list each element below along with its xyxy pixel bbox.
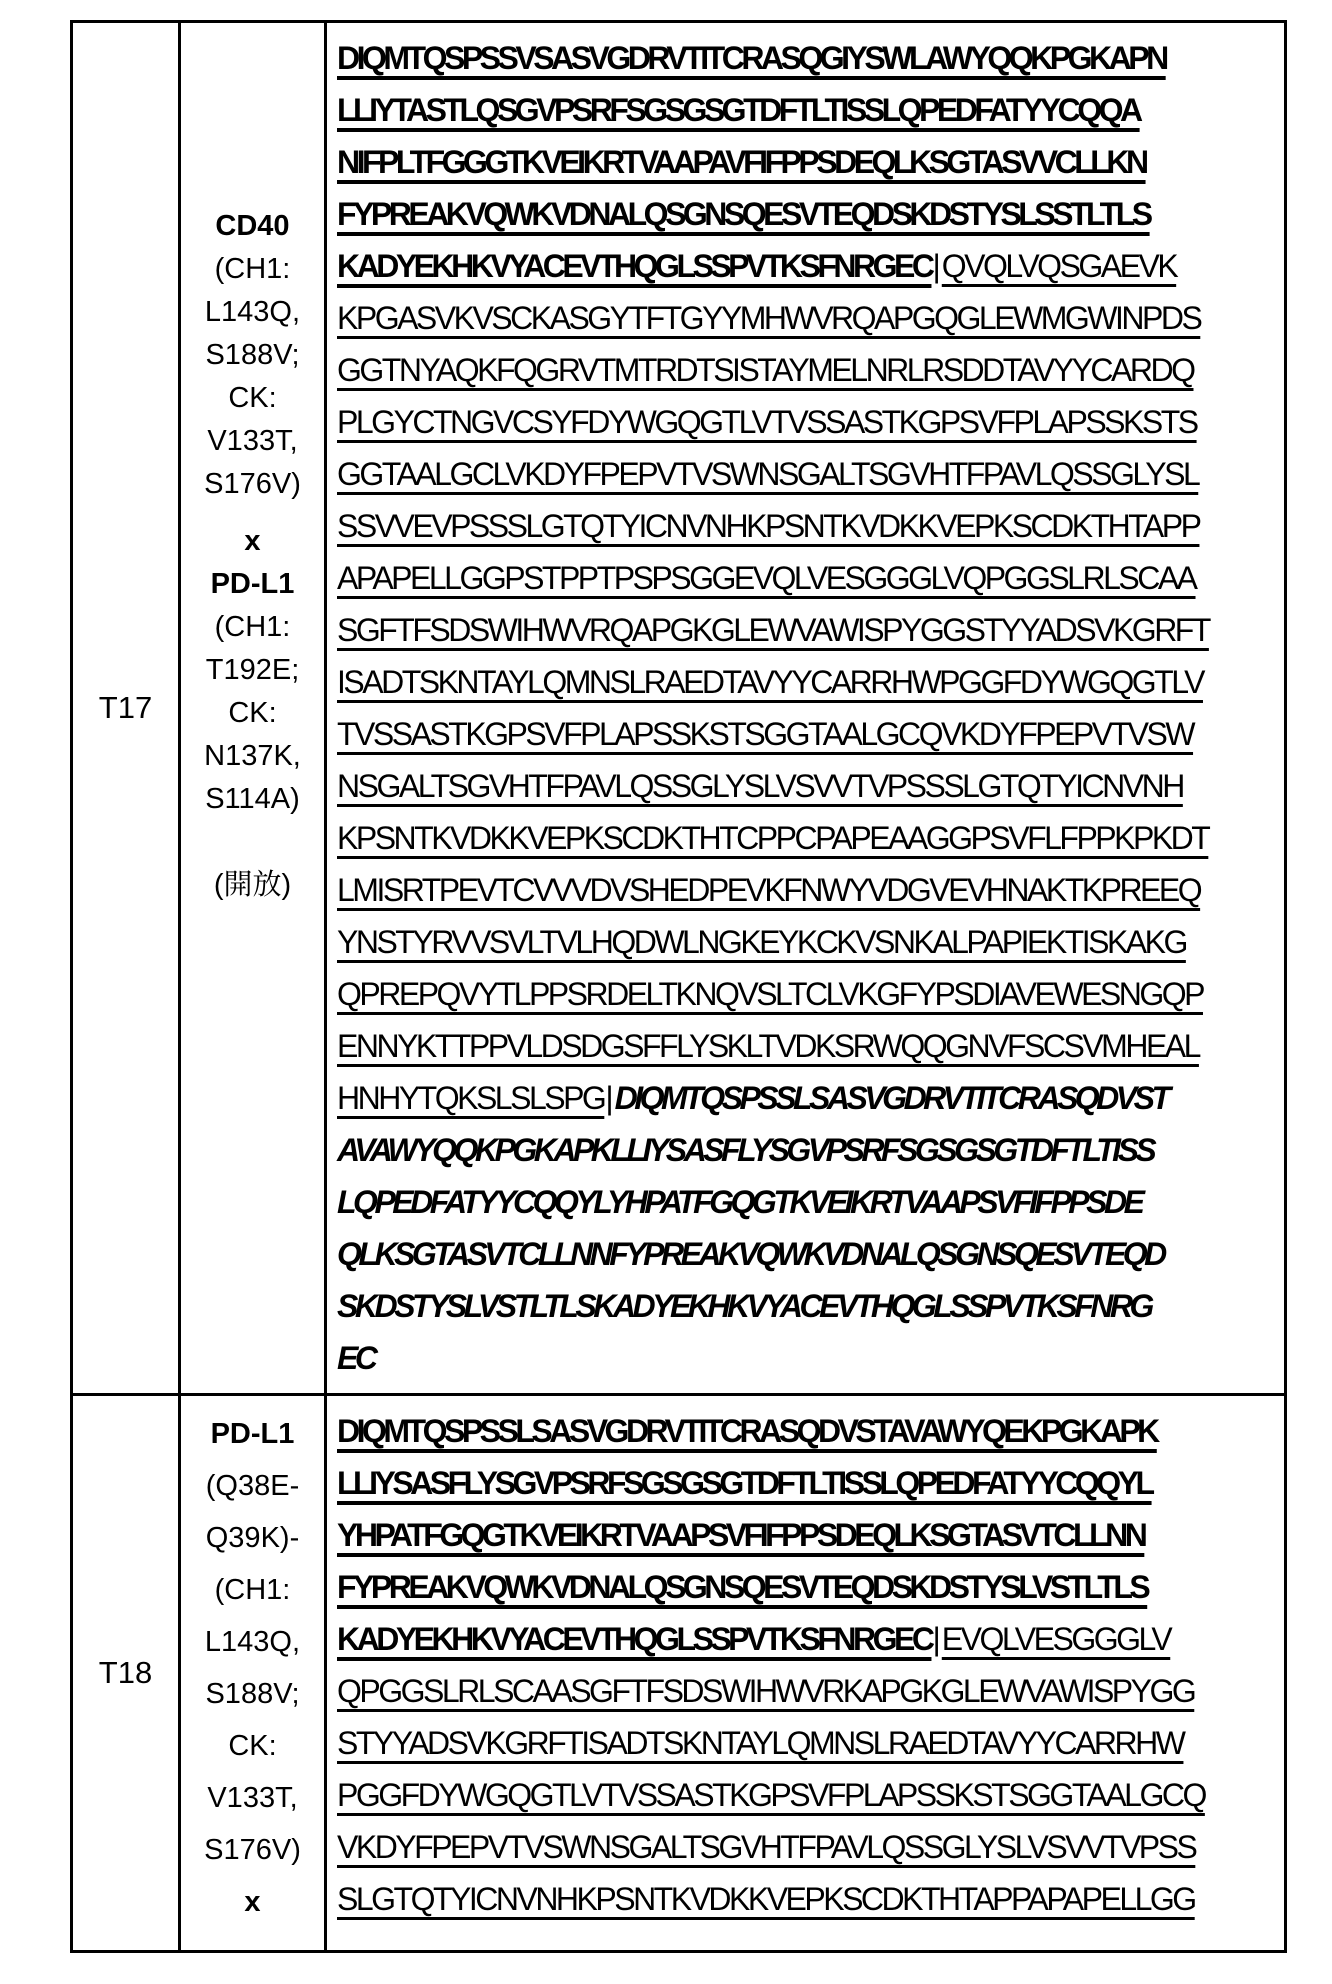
sequence-line <box>337 760 1284 812</box>
sequence-segment: FYPREAKVQWKVDNALQSGNSQESVTEQDSKDSTYSLSSTLTLS <box>337 196 1150 232</box>
sequence-line <box>337 1613 1284 1665</box>
sequence-line <box>337 396 1284 448</box>
description-line: S176V) <box>204 1834 301 1866</box>
description-line: (CH1: <box>214 611 291 643</box>
description-line: S188V; <box>205 1678 300 1710</box>
sequence-line <box>337 1717 1284 1769</box>
description-line: S114A) <box>205 783 300 815</box>
sequence-segment: LLIYSASFLYSGVPSRFSGSGSGTDFTLTISSLQPEDFATYYCQQYL <box>337 1465 1152 1501</box>
sequence-line <box>337 84 1284 136</box>
sequence-line <box>337 500 1284 552</box>
table-row <box>73 1393 1284 1950</box>
sequence-segment: KADYEKHKVYACEVTHQGLSSPVTKSFNRGEC <box>337 248 932 284</box>
sequence-line <box>337 1665 1284 1717</box>
sequence-line <box>337 1332 1284 1384</box>
sequence-line <box>337 864 1284 916</box>
description-line: CD40 <box>215 210 290 242</box>
description-line: (開放) <box>213 869 292 901</box>
sequence-line <box>337 812 1284 864</box>
chain-separator: | <box>932 1621 941 1657</box>
description-line: S188V; <box>205 339 300 371</box>
row-description <box>181 1396 327 1950</box>
sequence-line <box>337 552 1284 604</box>
description-line: V133T, <box>207 1782 298 1814</box>
description-line: S176V) <box>204 468 301 500</box>
sequence-segment: EC <box>337 1340 375 1376</box>
sequence-segment: DIQMTQSPSSLSASVGDRVTITCRASQDVST <box>614 1080 1168 1116</box>
description-line: CK: <box>228 1730 277 1762</box>
sequence-segment: DIQMTQSPSSVSASVGDRVTITCRASQGIYSWLAWYQQKPGKAPN <box>337 40 1166 76</box>
row-description <box>181 23 327 1393</box>
description-line: x <box>244 1886 261 1918</box>
sequence-segment: SGFTFSDSWIHWVRQAPGKGLEWVAWISPYGGSTYYADSVKGRFT <box>337 612 1209 648</box>
sequence-segment: QVQLVQSGAEVK <box>941 248 1177 284</box>
sequence-segment: LLIYTASTLQSGVPSRFSGSGSGTDFTLTISSLQPEDFATYYCQQA <box>337 92 1140 128</box>
sequence-segment: KPGASVKVSCKASGYTFTGYYMHWVRQAPGQGLEWMGWINPDS <box>337 300 1201 336</box>
description-line: CK: <box>228 697 277 729</box>
sequence-line <box>337 1280 1284 1332</box>
sequence-segment: TVSSASTKGPSVFPLAPSSKSTSGGTAALGCQVKDYFPEPVTVSW <box>337 716 1194 752</box>
description-line: PD-L1 <box>210 568 295 600</box>
sequence-line <box>337 916 1284 968</box>
description-line: L143Q, <box>204 1626 301 1658</box>
description-line: CK: <box>228 382 277 414</box>
description-line: (CH1: <box>214 1574 291 1606</box>
sequence-line <box>337 604 1284 656</box>
description-line: V133T, <box>207 425 298 457</box>
sequence-segment: DIQMTQSPSSLSASVGDRVTITCRASQDVSTAVAWYQEKPGKAPK <box>337 1413 1157 1449</box>
sequence-segment: YHPATFGQGTKVEIKRTVAAPSVFIFPPSDEQLKSGTASVTCLLNN <box>337 1517 1145 1553</box>
sequence-line <box>337 1072 1284 1124</box>
sequence-line <box>337 292 1284 344</box>
sequence-line <box>337 1228 1284 1280</box>
sequence-segment: KADYEKHKVYACEVTHQGLSSPVTKSFNRGEC <box>337 1621 932 1657</box>
sequence-line <box>337 188 1284 240</box>
sequence-line <box>337 1769 1284 1821</box>
description-line: (Q38E- <box>205 1470 300 1502</box>
sequence-line <box>337 240 1284 292</box>
sequence-segment: QPREPQVYTLPPSRDELTKNQVSLTCLVKGFYPSDIAVEWESNGQP <box>337 976 1203 1012</box>
sequence-line <box>337 1176 1284 1228</box>
table-row <box>73 23 1284 1393</box>
sequence-segment: NSGALTSGVHTFPAVLQSSGLYSLVSVVTVPSSSLGTQTYICNVNH <box>337 768 1183 804</box>
chain-separator: | <box>605 1080 614 1116</box>
sequence-segment: LQPEDFATYYCQQYLYHPATFGQGTKVEIKRTVAAPSVFIFPPSDE <box>337 1184 1142 1220</box>
row-sequence <box>327 23 1284 1393</box>
description-line <box>181 821 324 864</box>
sequence-segment: ISADTSKNTAYLQMNSLRAEDTAVYYCARRHWPGGFDYWGQGTLV <box>337 664 1203 700</box>
sequence-segment: NIFPLTFGGGTKVEIKRTVAAPAVFIFPPSDEQLKSGTASVVCLLKN <box>337 144 1146 180</box>
sequence-line <box>337 1873 1284 1925</box>
sequence-line <box>337 448 1284 500</box>
sequence-segment: GGTNYAQKFQGRVTMTRDTSISTAYMELNRLRSDDTAVYYCARDQ <box>337 352 1194 388</box>
sequence-segment: STYYADSVKGRFTISADTSKNTAYLQMNSLRAEDTAVYYCARRHW <box>337 1725 1184 1761</box>
sequence-segment: APAPELLGGPSTPPTPSPSGGEVQLVESGGGLVQPGGSLRLSCAA <box>337 560 1196 596</box>
sequence-segment: YNSTYRVVSVLTVLHQDWLNGKEYKCKVSNKALPAPIEKTISKAKG <box>337 924 1186 960</box>
sequence-segment: AVAWYQQKPGKAPKLLIYSASFLYSGVPSRFSGSGSGTDFTLTISS <box>337 1132 1154 1168</box>
sequence-segment: SKDSTYSLVSTLTLSKADYEKHKVYACEVTHQGLSSPVTKSFNRG <box>337 1288 1151 1324</box>
sequence-line <box>337 1821 1284 1873</box>
description-line: T192E; <box>205 654 300 686</box>
description-line: (CH1: <box>214 253 291 285</box>
chain-separator: | <box>932 248 941 284</box>
sequence-segment: PGGFDYWGQGTLVTVSSASTKGPSVFPLAPSSKSTSGGTAALGCQ <box>337 1777 1205 1813</box>
sequence-line <box>337 1509 1284 1561</box>
sequence-line <box>337 1561 1284 1613</box>
row-id: T17 <box>73 23 181 1393</box>
sequence-line <box>337 656 1284 708</box>
sequence-table-body <box>73 23 1284 1950</box>
sequence-segment: HNHYTQKSLSLSPG <box>337 1080 605 1116</box>
sequence-segment: SLGTQTYICNVNHKPSNTKVDKKVEPKSCDKTHTAPPAPAPELLGG <box>337 1881 1195 1917</box>
sequence-segment: SSVVEVPSSSLGTQTYICNVNHKPSNTKVDKKVEPKSCDKTHTAPP <box>337 508 1200 544</box>
row-id: T18 <box>73 1396 181 1950</box>
sequence-segment: QLKSGTASVTCLLNNFYPREAKVQWKVDNALQSGNSQESVTEQD <box>337 1236 1164 1272</box>
sequence-line <box>337 708 1284 760</box>
sequence-segment: PLGYCTNGVCSYFDYWGQGTLVTVSSASTKGPSVFPLAPSSKSTS <box>337 404 1197 440</box>
sequence-table <box>70 20 1287 1953</box>
description-line: N137K, <box>204 740 301 772</box>
sequence-line <box>337 344 1284 396</box>
sequence-line <box>337 1405 1284 1457</box>
description-line: Q39K)- <box>205 1522 300 1554</box>
sequence-line <box>337 1124 1284 1176</box>
sequence-line <box>337 136 1284 188</box>
description-line: x <box>244 525 261 557</box>
description-line: PD-L1 <box>210 1418 295 1450</box>
sequence-segment: GGTAALGCLVKDYFPEPVTVSWNSGALTSGVHTFPAVLQSSGLYSL <box>337 456 1199 492</box>
sequence-line <box>337 1020 1284 1072</box>
sequence-segment: EVQLVESGGGLV <box>941 1621 1171 1657</box>
sequence-line <box>337 1457 1284 1509</box>
sequence-segment: ENNYKTTPPVLDSDGSFFLYSKLTVDKSRWQQGNVFSCSVMHEAL <box>337 1028 1199 1064</box>
sequence-line <box>337 32 1284 84</box>
sequence-segment: VKDYFPEPVTVSWNSGALTSGVHTFPAVLQSSGLYSLVSVVTVPSS <box>337 1829 1196 1865</box>
sequence-segment: LMISRTPEVTCVVVDVSHEDPEVKFNWYVDGVEVHNAKTKPREEQ <box>337 872 1201 908</box>
description-line: L143Q, <box>204 296 301 328</box>
sequence-segment: FYPREAKVQWKVDNALQSGNSQESVTEQDSKDSTYSLVSTLTLS <box>337 1569 1148 1605</box>
sequence-segment: QPGGSLRLSCAASGFTFSDSWIHWVRKAPGKGLEWVAWISPYGG <box>337 1673 1195 1709</box>
sequence-segment: KPSNTKVDKKVEPKSCDKTHTCPPCPAPEAAGGPSVFLFPPKPKDT <box>337 820 1209 856</box>
sequence-line <box>337 968 1284 1020</box>
row-sequence <box>327 1396 1284 1950</box>
